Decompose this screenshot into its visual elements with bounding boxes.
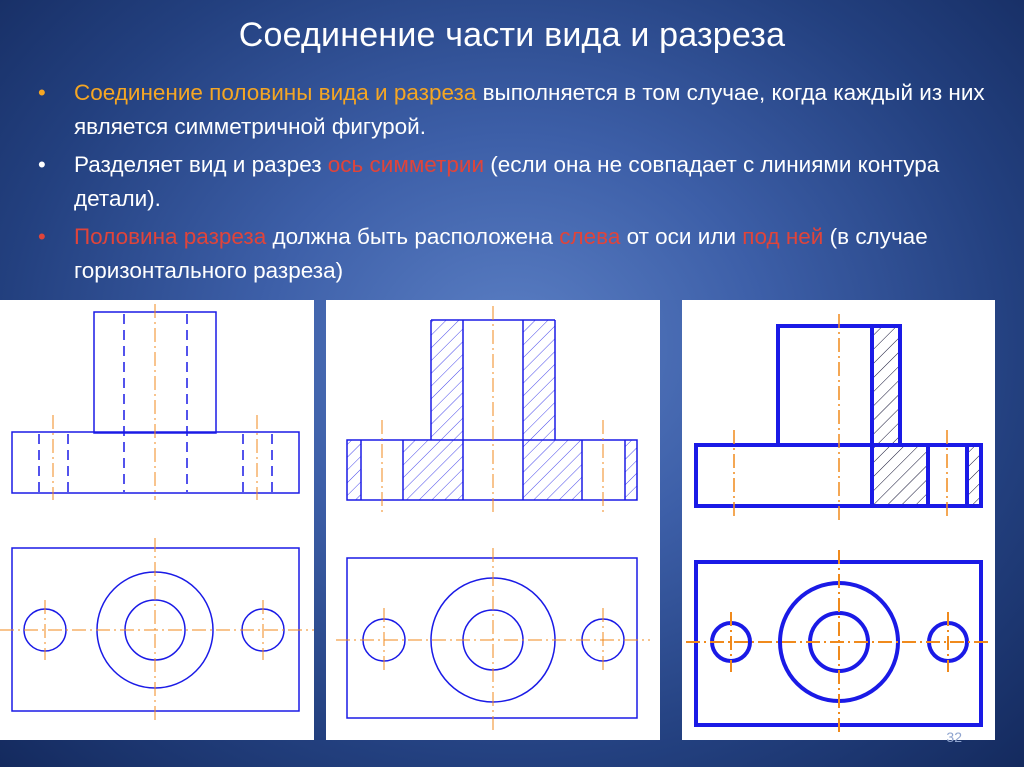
bullet-list [38,76,988,292]
section-drawing [326,300,660,740]
top-view [347,558,637,718]
bullet-text: от оси или [620,224,743,249]
drawing-panel-half-section [682,300,995,740]
axis-lines-top [0,538,314,722]
axis-lines [53,304,257,500]
slide-number: 32 [946,729,962,745]
bullet-text: выполняется в том случае, когда каждый из них является симметричной фигурой. [74,80,985,139]
bullet-text: слева [559,224,621,249]
bullet-text: ось симметрии [327,152,485,177]
bullet-text: должна быть расположена [266,224,560,249]
bullet-text: (если она не совпадает с линиями контура детали). [74,152,940,211]
half-section-drawing [682,300,995,740]
bullet-text: Разделяет вид и разрез [74,152,328,177]
drawing-panel-section [326,300,660,740]
bullet-text: (в случае горизонтального разреза) [74,224,928,283]
bullet-dot: • [38,224,46,249]
bullet-text: под ней [742,224,824,249]
slide-title: Соединение части вида и разреза [238,16,786,54]
bullet-text: Соединение половины вида и разреза [74,80,477,105]
drawing-panel-view [0,300,314,740]
bullet-item-1 [38,76,988,144]
bullet-dot: • [38,80,46,105]
bullet-dot: • [38,152,46,177]
bullet-text: Половина разреза [74,224,267,249]
view-drawing [0,300,314,740]
bullet-item-2 [38,148,988,216]
hatched-regions [347,320,637,500]
axis-lines-top [686,550,992,734]
section-outline [347,320,637,500]
bullet-item-3 [38,220,988,288]
axis-lines-top [336,548,650,730]
